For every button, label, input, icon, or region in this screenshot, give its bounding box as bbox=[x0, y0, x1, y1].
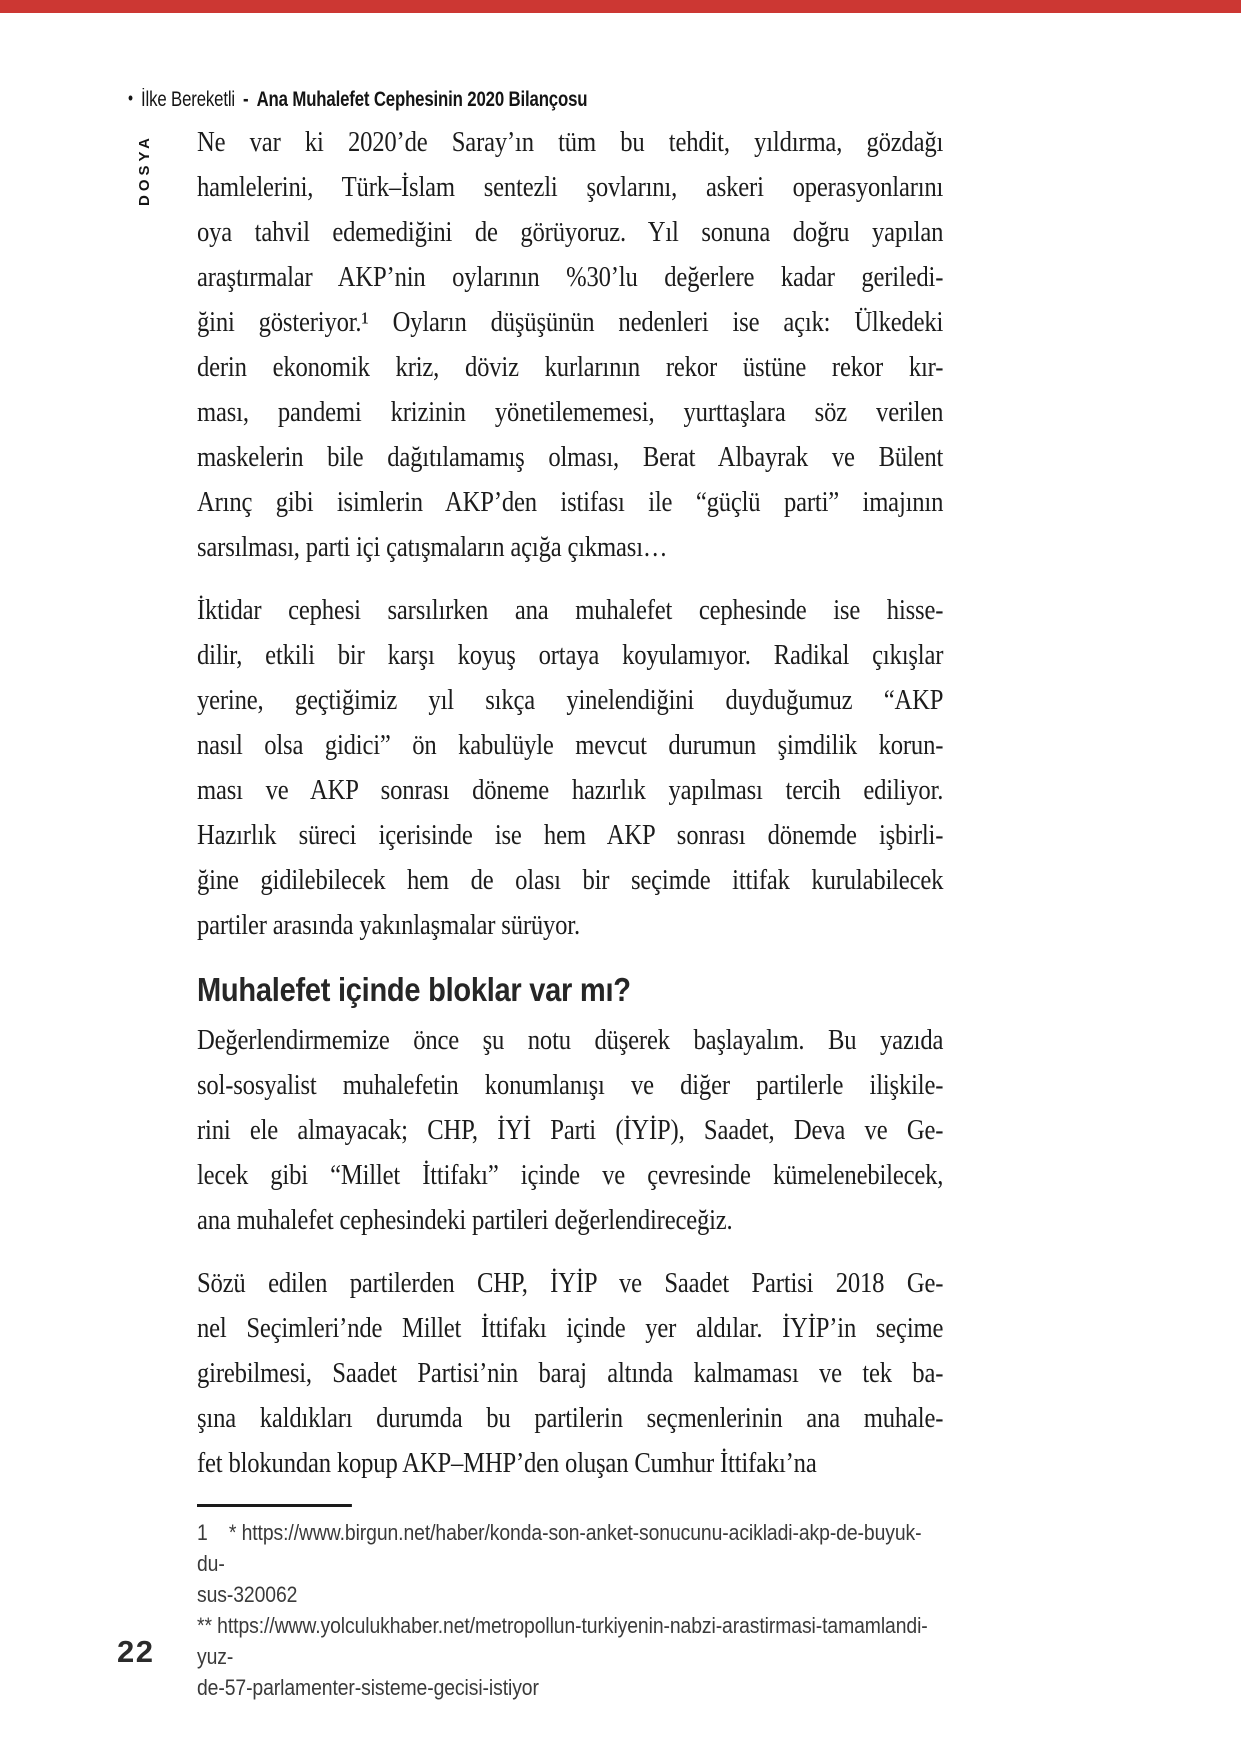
paragraph-2 bbox=[197, 588, 943, 948]
text-line: ması, pandemi krizinin yönetilememesi, yurttaşlara söz verilen bbox=[197, 397, 944, 428]
top-accent-bar bbox=[0, 0, 1241, 13]
footnote-line: ** https://www.yolculukhaber.net/metropollun-turkiyenin-nabzi-arastirmasi-tamamlandi-yuz- bbox=[197, 1613, 928, 1669]
text-line: nel Seçimleri’nde Millet İttifakı içinde yer aldılar. İYİP’in seçime bbox=[197, 1313, 944, 1344]
text-line: yerine, geçtiğimiz yıl sıkça yinelendiğini duyduğumuz “AKP bbox=[197, 685, 944, 716]
text-line: partiler arasında yakınlaşmalar sürüyor. bbox=[197, 910, 580, 941]
text-line: Hazırlık süreci içerisinde ise hem AKP sonrası dönemde işbirli- bbox=[197, 820, 944, 851]
section-heading: Muhalefet içinde bloklar var mı? bbox=[197, 971, 631, 1008]
text-line: dilir, etkili bir karşı koyuş ortaya koyulamıyor. Radikal çıkışlar bbox=[197, 640, 944, 671]
text-line: şına kaldıkları durumda bu partilerin seçmenlerinin ana muhale- bbox=[197, 1403, 944, 1434]
footnote-line: sus-320062 bbox=[197, 1582, 298, 1607]
bullet-icon: • bbox=[128, 88, 134, 108]
text-line: hamlelerini, Türk–İslam sentezli şovlarını, askeri operasyonlarını bbox=[197, 172, 944, 203]
text-line: Arınç gibi isimlerin AKP’den istifası ile “güçlü parti” imajının bbox=[197, 487, 944, 518]
footnote-line: 1 * https://www.birgun.net/haber/konda-son-anket-sonucunu-acikladi-akp-de-buyuk-du- bbox=[197, 1520, 922, 1576]
text-line: Değerlendirmemize önce şu notu düşerek başlayalım. Bu yazıda bbox=[197, 1025, 944, 1056]
paragraph-1 bbox=[197, 120, 943, 570]
footnote-line: de-57-parlamenter-sisteme-gecisi-istiyor bbox=[197, 1675, 539, 1700]
header-author: İlke Bereketli bbox=[141, 88, 235, 111]
text-line: ması ve AKP sonrası döneme hazırlık yapılması tercih ediliyor. bbox=[197, 775, 944, 806]
footnotes bbox=[197, 1504, 943, 1703]
text-line: İktidar cephesi sarsılırken ana muhalefet cephesinde ise hisse- bbox=[197, 595, 944, 626]
text-line: ğini gösteriyor.¹ Oyların düşüşünün nedenleri ise açık: Ülkedeki bbox=[197, 307, 944, 338]
text-line: rini ele almayacak; CHP, İYİ Parti (İYİP), Saadet, Deva ve Ge- bbox=[197, 1115, 944, 1146]
header-article-title: Ana Muhalefet Cephesinin 2020 Bilançosu bbox=[256, 88, 588, 111]
text-line: araştırmalar AKP’nin oylarının %30’lu değerlere kadar geriledi- bbox=[197, 262, 944, 293]
text-line: ana muhalefet cephesindeki partileri değerlendireceğiz. bbox=[197, 1205, 733, 1236]
text-line: fet blokundan kopup AKP–MHP’den oluşan Cumhur İttifakı’na bbox=[197, 1448, 817, 1479]
footnote-divider bbox=[197, 1504, 352, 1507]
paragraph-3 bbox=[197, 1018, 943, 1243]
header-separator: - bbox=[242, 88, 249, 111]
article-body bbox=[197, 120, 943, 1703]
text-line: oya tahvil edemediğini de görüyoruz. Yıl sonuna doğru yapılan bbox=[197, 217, 944, 248]
text-line: Sözü edilen partilerden CHP, İYİP ve Saadet Partisi 2018 Ge- bbox=[197, 1268, 944, 1299]
text-line: girebilmesi, Saadet Partisi’nin baraj altında kalmaması ve tek ba- bbox=[197, 1358, 944, 1389]
text-line: Ne var ki 2020’de Saray’ın tüm bu tehdit, yıldırma, gözdağı bbox=[197, 127, 944, 158]
page-number: 22 bbox=[117, 1634, 155, 1669]
section-side-label: DOSYA bbox=[136, 134, 153, 206]
running-header bbox=[128, 88, 587, 112]
text-line: ğine gidilebilecek hem de olası bir seçimde ittifak kurulabilecek bbox=[197, 865, 944, 896]
text-line: lecek gibi “Millet İttifakı” içinde ve çevresinde kümelenebilecek, bbox=[197, 1160, 944, 1191]
text-line: nasıl olsa gidici” ön kabulüyle mevcut durumun şimdilik korun- bbox=[197, 730, 944, 761]
text-line: derin ekonomik kriz, döviz kurlarının rekor üstüne rekor kır- bbox=[197, 352, 944, 383]
text-line: maskelerin bile dağıtılamamış olması, Berat Albayrak ve Bülent bbox=[197, 442, 944, 473]
paragraph-4 bbox=[197, 1261, 943, 1486]
text-line: sol-sosyalist muhalefetin konumlanışı ve diğer partilerle ilişkile- bbox=[197, 1070, 944, 1101]
text-line: sarsılması, parti içi çatışmaların açığa çıkması… bbox=[197, 532, 668, 563]
